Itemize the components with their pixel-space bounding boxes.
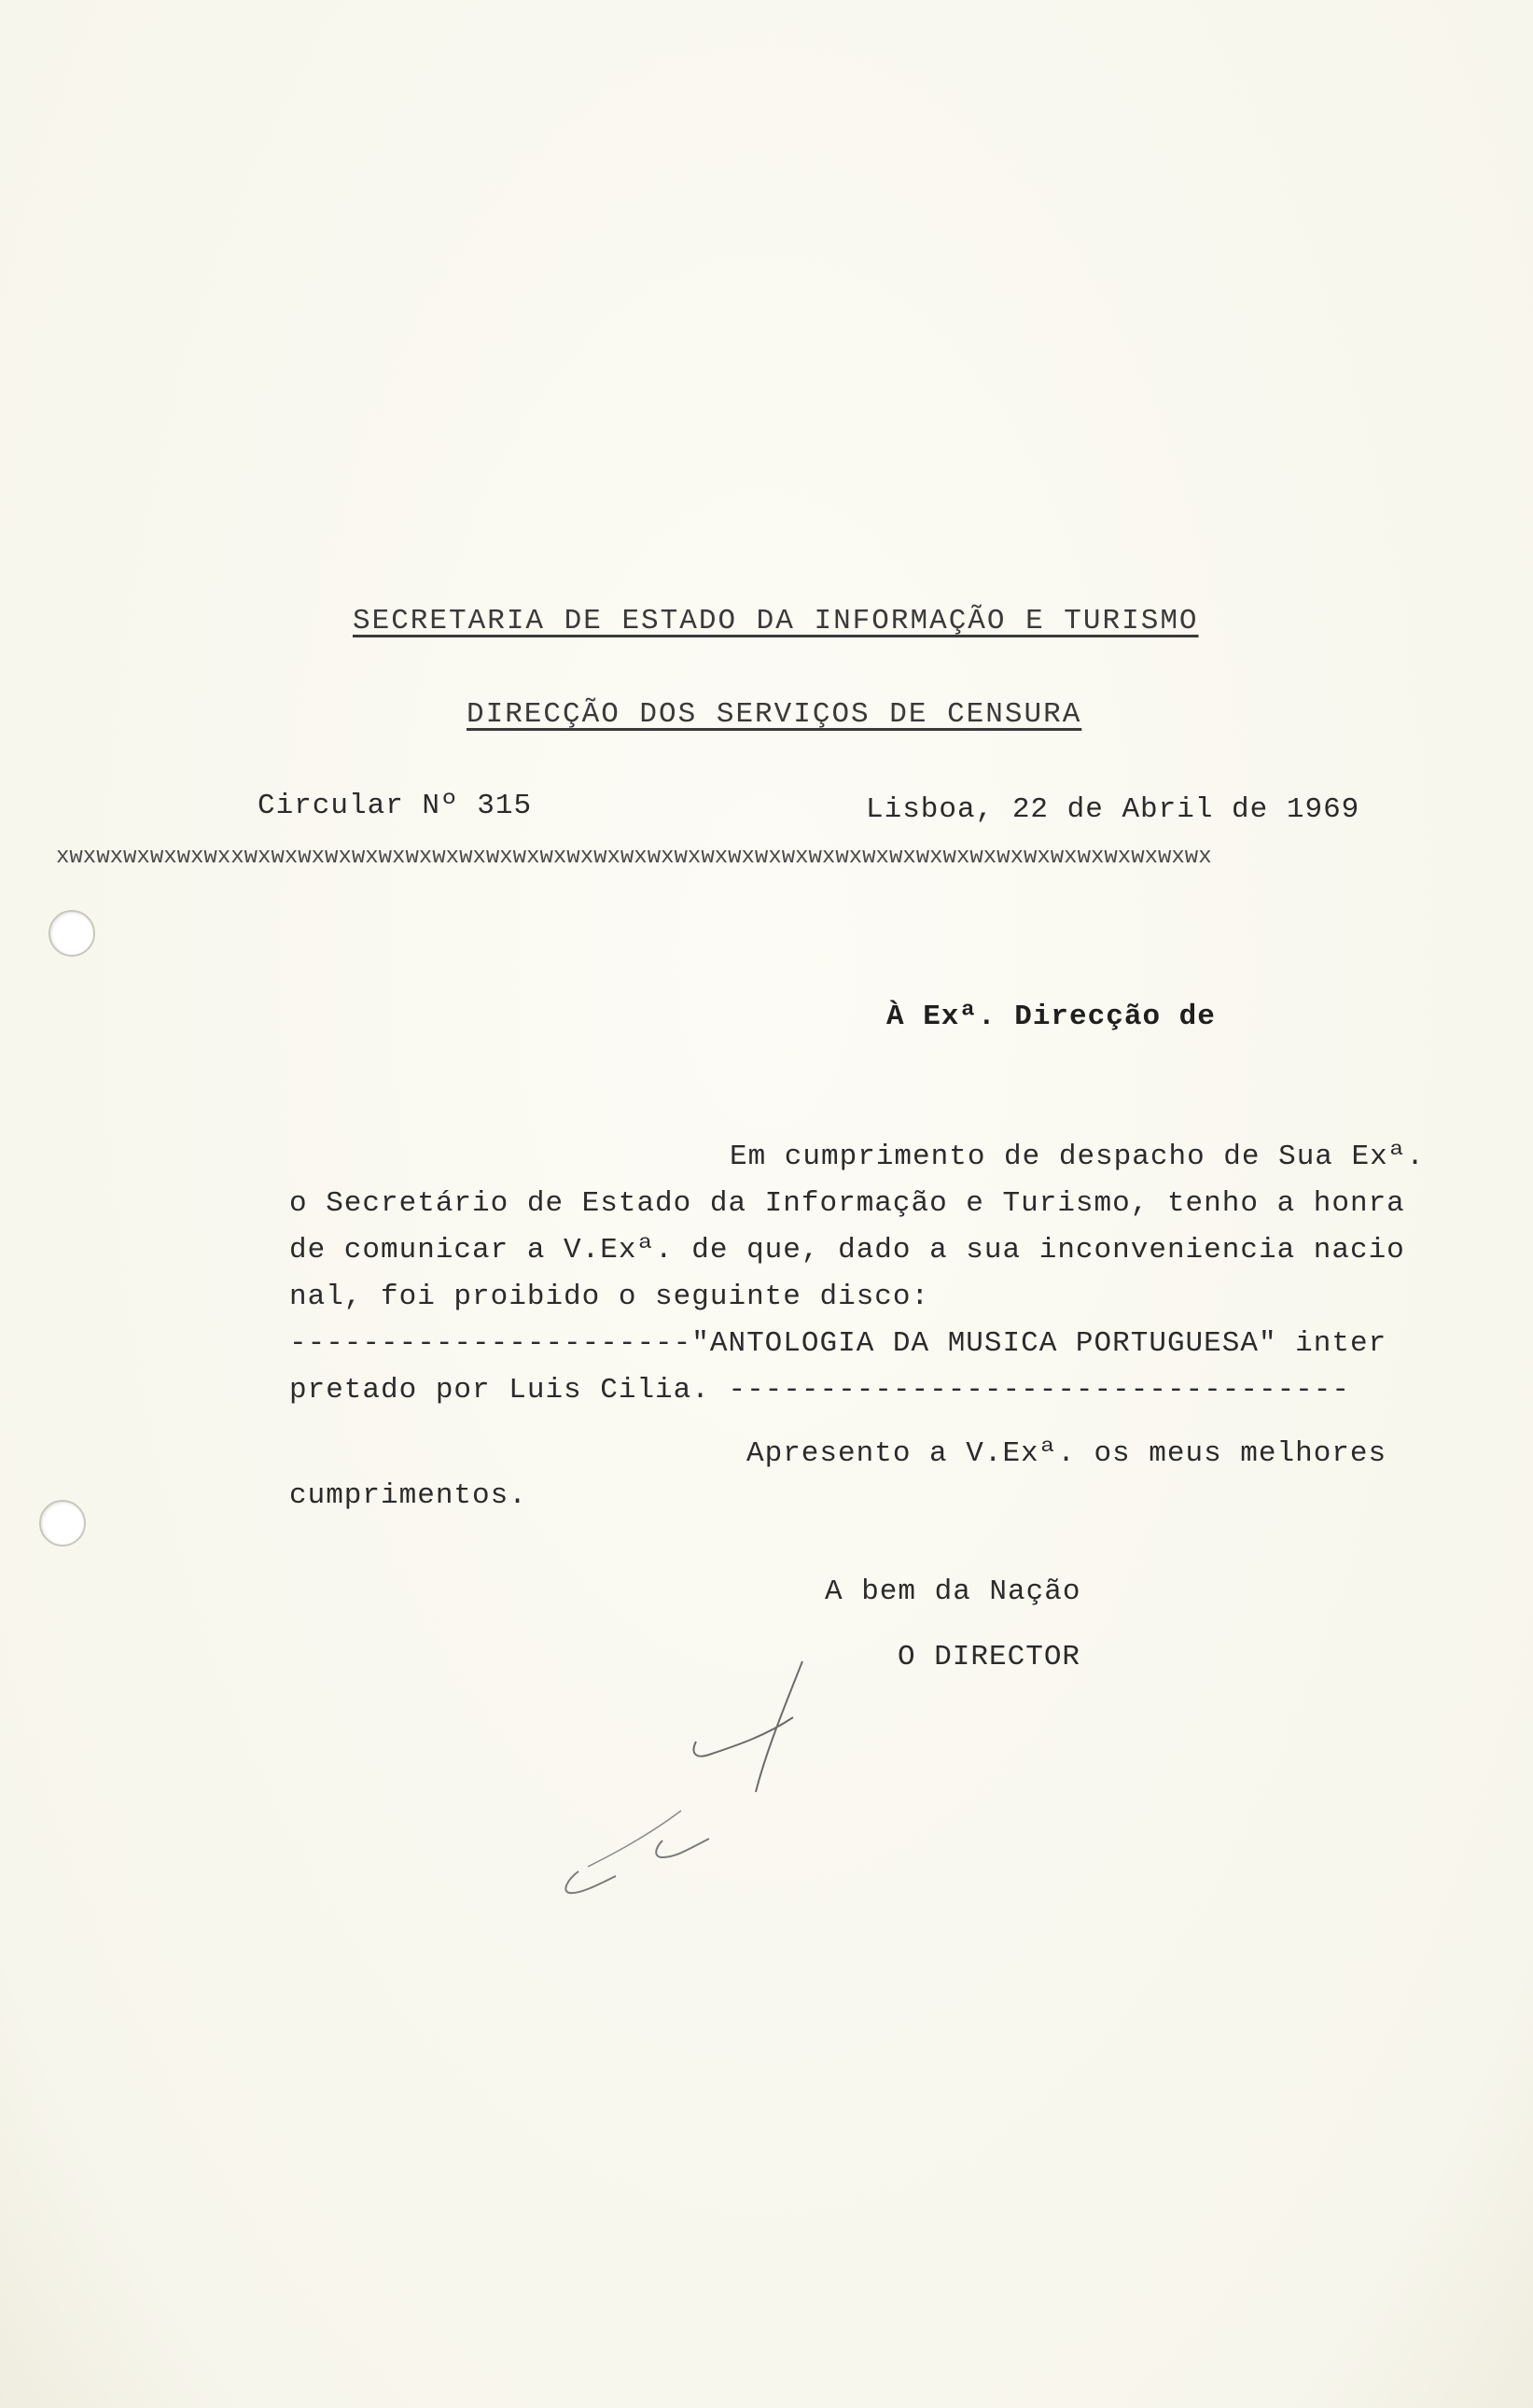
body-line: Em cumprimento de despacho de Sua Exª. <box>730 1141 1425 1173</box>
circular-number: Circular Nº 315 <box>258 790 533 822</box>
punch-hole <box>49 910 95 957</box>
body-line: nal, foi proibido o seguinte disco: <box>289 1281 930 1313</box>
date-line: Lisboa, 22 de Abril de 1969 <box>866 793 1360 826</box>
director-title: O DIRECTOR <box>898 1641 1081 1673</box>
handwritten-signature <box>504 1568 1101 1923</box>
body-line: o Secretário de Estado da Informação e Turismo, tenho a honra <box>289 1187 1405 1220</box>
body-line: de comunicar a V.Exª. de que, dado a sua inconveniencia nacio <box>289 1234 1405 1267</box>
ministry-heading: SECRETARIA DE ESTADO DA INFORMAÇÃO E TURISMO <box>353 605 1199 637</box>
body-line: ----------------------"ANTOLOGIA DA MUSICA PORTUGUESA" inter <box>289 1327 1387 1360</box>
separator-line: xwxwxwxwxwxwxxwxwxwxwxwxwxwxwxwxwxwxwxwxwxwxwxwxwxwxwxwxwxwxwxwxwxwxwxwxwxwxwxwxwxwxwx <box>56 845 1212 870</box>
recipient-line: À Exª. Direcção de <box>886 1001 1216 1033</box>
department-heading: DIRECÇÃO DOS SERVIÇOS DE CENSURA <box>467 698 1082 731</box>
body-line: cumprimentos. <box>289 1479 527 1512</box>
punch-hole <box>39 1500 86 1547</box>
body-line: Apresento a V.Exª. os meus melhores <box>746 1437 1387 1470</box>
body-line: pretado por Luis Cilia. ---------------------------------- <box>289 1374 1350 1407</box>
closing-motto: A bem da Nação <box>825 1575 1081 1608</box>
